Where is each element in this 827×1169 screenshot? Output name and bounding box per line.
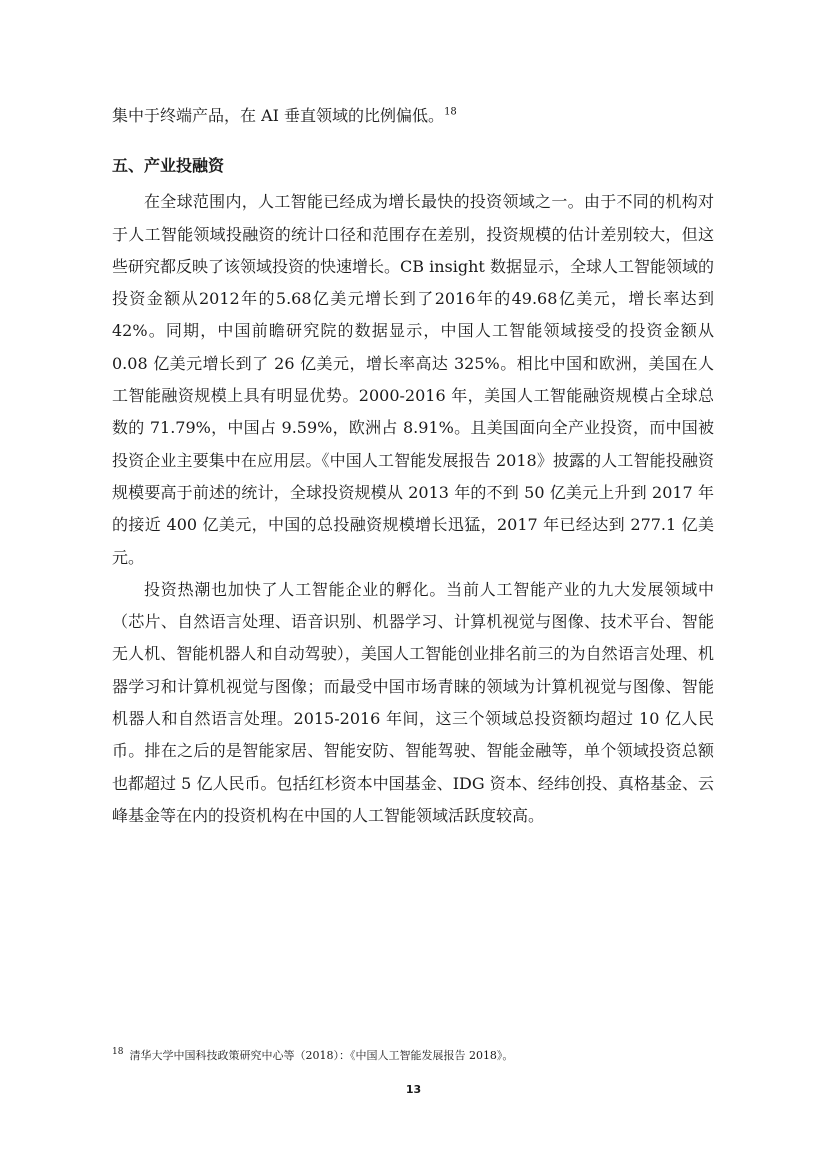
footnote-mark: 18 bbox=[112, 1047, 124, 1058]
intro-text: 集中于终端产品，在 AI 垂直领域的比例偏低。 bbox=[112, 106, 445, 125]
section-heading: 五、产业投融资 bbox=[112, 156, 225, 176]
page-number: 13 bbox=[405, 1083, 422, 1096]
body-paragraph: 投资热潮也加快了人工智能企业的孵化。当前人工智能产业的九大发展领域中（芯片、自然语言处理、语音识别、机器学习、计算机视觉与图像、技术平台、智能无人机、智能机器人和自动驾驶），美国人工智能创业排名前三的为自然语言处理、机器学习和计算机视觉与图像；而最受中国市场青睐的领域为计算机视觉与图像、智能机器人和自然语言处理。2015-2016 年间，这三个领域总投资额均超过 10 亿人民币。排在之后的是智能家居、智能安防、智能驾驶、智能金融等，单个领域投资总额也都超过 5 亿人民币。包括红杉资本中国基金、IDG 资本、经纬创投、真格基金、云峰基金等在内的投资机构在中国的人工智能领域活跃度较高。 bbox=[112, 579, 714, 825]
footnote-text: 清华大学中国科技政策研究中心等（2018）：《中国人工智能发展报告 2018》。 bbox=[129, 1049, 514, 1062]
intro-paragraph bbox=[112, 100, 714, 132]
page-content bbox=[112, 100, 714, 832]
footnote-reference[interactable]: 18 bbox=[444, 106, 457, 118]
body-paragraph: 在全球范围内，人工智能已经成为增长最快的投资领域之一。由于不同的机构对于人工智能领域投融资的统计口径和范围存在差别，投资规模的估计差别较大，但这些研究都反映了该领域投资的快速增长。CB insight 数据显示，全球人工智能领域的投资金额从2012年的5.68亿美元增长到了2016年的49.68亿美元，增长率达到 42%。同期，中国前瞻研究院的数据显示，中国人工智能领域接受的投资金额从 0.08 亿美元增长到了 26 亿美元，增长率高达 325%。相比中国和欧洲，美国在人工智能融资规模上具有明显优势。2000-2016 年，美国人工智能融资规模占全球总数的 71.79%，中国占 9.59%，欧洲占 8.91%。且美国面向全产业投资，而中国被投资企业主要集中在应用层。《中国人工智能发展报告 2018》披露的人工智能投融资规模要高于前述的统计，全球投资规模从 2013 年的不到 50 亿美元上升到 2017 年的接近 400 亿美元，中国的总投融资规模增长迅猛，2017 年已经达到 277.1 亿美元。 bbox=[112, 192, 714, 567]
footnote bbox=[112, 1048, 714, 1064]
